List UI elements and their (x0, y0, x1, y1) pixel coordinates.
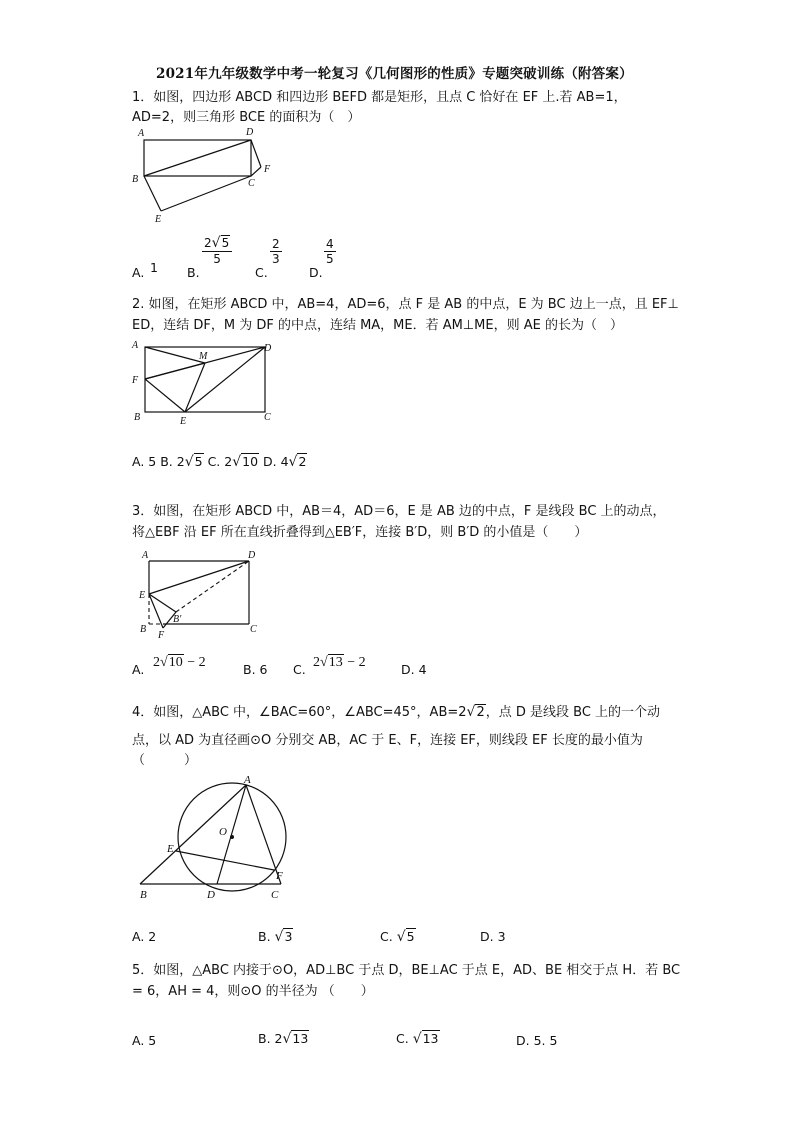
q4-option-a: A. 2 (132, 929, 157, 944)
q2-label-a: A (132, 340, 139, 351)
q3-option-a-label: A. (132, 662, 145, 677)
q3-label-d: D (248, 550, 256, 561)
q2-option-b-label: B. 2 (160, 454, 185, 469)
q4-option-c-radicand: 5 (406, 929, 415, 944)
q3-option-a-tail: − 2 (187, 655, 206, 670)
q4-line1-coef: 2 (458, 705, 467, 720)
q1-option-a-label: A. (132, 265, 145, 280)
q4-figure (130, 772, 300, 907)
q2-option-d-radicand: 2 (298, 454, 307, 469)
q1-option-d-numerator: 4 (326, 237, 334, 251)
q1-text-line1: 1．如图，四边形 ABCD 和四边形 BEFD 都是矩形，且点 C 恰好在 EF 上.若 AB=1， (132, 90, 627, 105)
q1-label-b: B (132, 174, 139, 185)
q1-option-c-label: C. (255, 265, 268, 280)
q3-label-f: F (158, 630, 165, 641)
q2-options: A. 5 B. 2√5 C. 2√10 D. 4√2 (132, 454, 307, 470)
q4-line1-suffix: ，点 D 是线段 BC 上的一个动 (485, 705, 661, 720)
q2-label-d: D (264, 343, 272, 354)
q3-option-a-radicand: 10 (168, 655, 183, 670)
q3-option-c-expr: 2√13 − 2 (313, 655, 366, 670)
q1-option-d-denominator: 5 (326, 252, 334, 266)
q3-option-c-label: C. (293, 662, 306, 677)
q2-option-a: A. 5 (132, 454, 157, 469)
q4-option-b-radicand: 3 (284, 929, 293, 944)
q4-text-line2: 点，以 AD 为直径画⊙O 分别交 AB，AC 于 E、F，连接 EF，则线段 EF 长度的最小值为 (132, 733, 643, 748)
q1-option-c-denominator: 3 (272, 252, 280, 266)
q2-label-f: F (132, 375, 139, 386)
q1-text-line2: AD=2，则三角形 BCE 的面积为（ ） (132, 110, 361, 125)
q3-label-b-prime: B′ (173, 614, 182, 625)
q2-label-b: B (134, 412, 141, 423)
q4-label-f: F (276, 870, 283, 882)
q3-option-d: D. 4 (401, 662, 427, 677)
q1-option-b-fraction: $\frac{2√5}{5}$ (202, 235, 232, 266)
q5-option-c: C. √13 (396, 1031, 439, 1047)
q4-label-o: O (219, 826, 227, 838)
q1-option-c-numerator: 2 (272, 237, 280, 251)
q4-option-b: B. √3 (258, 929, 293, 945)
q3-option-b: B. 6 (243, 662, 268, 677)
q1-option-b-coef: 2 (204, 236, 212, 250)
q5-option-b: B. 2√13 (258, 1031, 309, 1047)
q3-option-a-coef: 2 (153, 655, 160, 670)
q2-option-c-label: C. 2 (207, 454, 233, 469)
q1-option-d-label: D. (309, 265, 323, 280)
q2-figure (128, 338, 278, 428)
q5-option-c-radicand: 13 (422, 1031, 439, 1046)
q2-label-e: E (180, 416, 187, 427)
q3-option-c-tail: − 2 (347, 655, 366, 670)
q5-option-d: D. 5. 5 (516, 1033, 558, 1048)
q4-option-b-label: B. (258, 929, 271, 944)
q3-label-b: B (140, 624, 147, 635)
q1-label-a: A (138, 128, 145, 139)
q5-option-c-label: C. (396, 1031, 409, 1046)
q1-option-b-denominator: 5 (213, 252, 221, 266)
q1-label-f: F (264, 164, 271, 175)
q1-option-b-radicand: 5 (221, 236, 230, 250)
q2-option-b-radicand: 5 (194, 454, 203, 469)
q4-label-a: A (244, 774, 251, 786)
q3-figure (130, 546, 280, 641)
q4-line1-prefix: 4．如图，△ABC 中，∠BAC=60°，∠ABC=45°，AB= (132, 705, 459, 720)
q4-line1-radicand: 2 (476, 705, 485, 720)
q4-option-c: C. √5 (380, 929, 415, 945)
q5-text-line2: = 6，AH = 4，则⊙O 的半径为 （ ） (132, 984, 374, 999)
q3-option-c-coef: 2 (313, 655, 320, 670)
q5-text-line1: 5．如图，△ABC 内接于⊙O，AD⊥BC 于点 D，BE⊥AC 于点 E，AD、BE 相交于点 H．若 BC (132, 963, 681, 978)
q1-label-c: C (248, 178, 255, 189)
q2-text-line2: ED，连结 DF，M 为 DF 的中点，连结 MA，ME．若 AM⊥ME，则 AE 的长为（ ） (132, 318, 623, 333)
q3-text-line1: 3．如图，在矩形 ABCD 中，AB＝4，AD＝6，E 是 AB 边的中点，F 是线段 BC 上的动点， (132, 504, 666, 519)
q2-label-m: M (199, 351, 208, 362)
q2-option-c-radicand: 10 (242, 454, 259, 469)
q4-label-e: E (167, 843, 174, 855)
q1-label-e: E (155, 214, 162, 224)
q4-option-c-label: C. (380, 929, 393, 944)
q1-figure (128, 124, 278, 224)
q3-label-a: A (142, 550, 149, 561)
q4-text-line1: 4．如图，△ABC 中，∠BAC=60°，∠ABC=45°，AB=2√2，点 D 是线段 BC 上的一个动 (132, 704, 661, 720)
q2-option-d-label: D. 4 (263, 454, 289, 469)
page-title: 2021年九年级数学中考一轮复习《几何图形的性质》专题突破训练（附答案） (156, 66, 633, 82)
q4-text-line3: （ ） (132, 753, 198, 768)
q3-option-c-radicand: 13 (328, 655, 343, 670)
q5-option-a: A. 5 (132, 1033, 157, 1048)
q4-label-d: D (207, 889, 215, 901)
q2-text-line1: 2. 如图，在矩形 ABCD 中，AB=4，AD=6，点 F 是 AB 的中点，E 为 BC 边上一点，且 EF⊥ (132, 297, 679, 312)
q4-center-dot (230, 835, 234, 839)
q5-option-b-radicand: 13 (292, 1031, 309, 1046)
q1-option-c-fraction (270, 237, 282, 266)
q1-option-a-value: 1 (150, 260, 158, 275)
q3-label-e: E (139, 590, 146, 601)
q1-label-d: D (246, 127, 254, 138)
q1-option-b-label: B. (187, 265, 200, 280)
q3-label-c: C (250, 624, 257, 635)
q4-label-c: C (271, 889, 279, 901)
q2-label-c: C (264, 412, 271, 423)
q3-text-line2: 将△EBF 沿 EF 所在直线折叠得到△EB′F，连接 B′D，则 B′D 的小值是（ ） (132, 525, 588, 540)
q1-option-d-fraction (324, 237, 336, 266)
q3-option-a-expr: 2√10 − 2 (153, 655, 206, 670)
q4-option-d: D. 3 (480, 929, 506, 944)
q4-label-b: B (140, 889, 147, 901)
q5-option-b-label: B. 2 (258, 1031, 283, 1046)
